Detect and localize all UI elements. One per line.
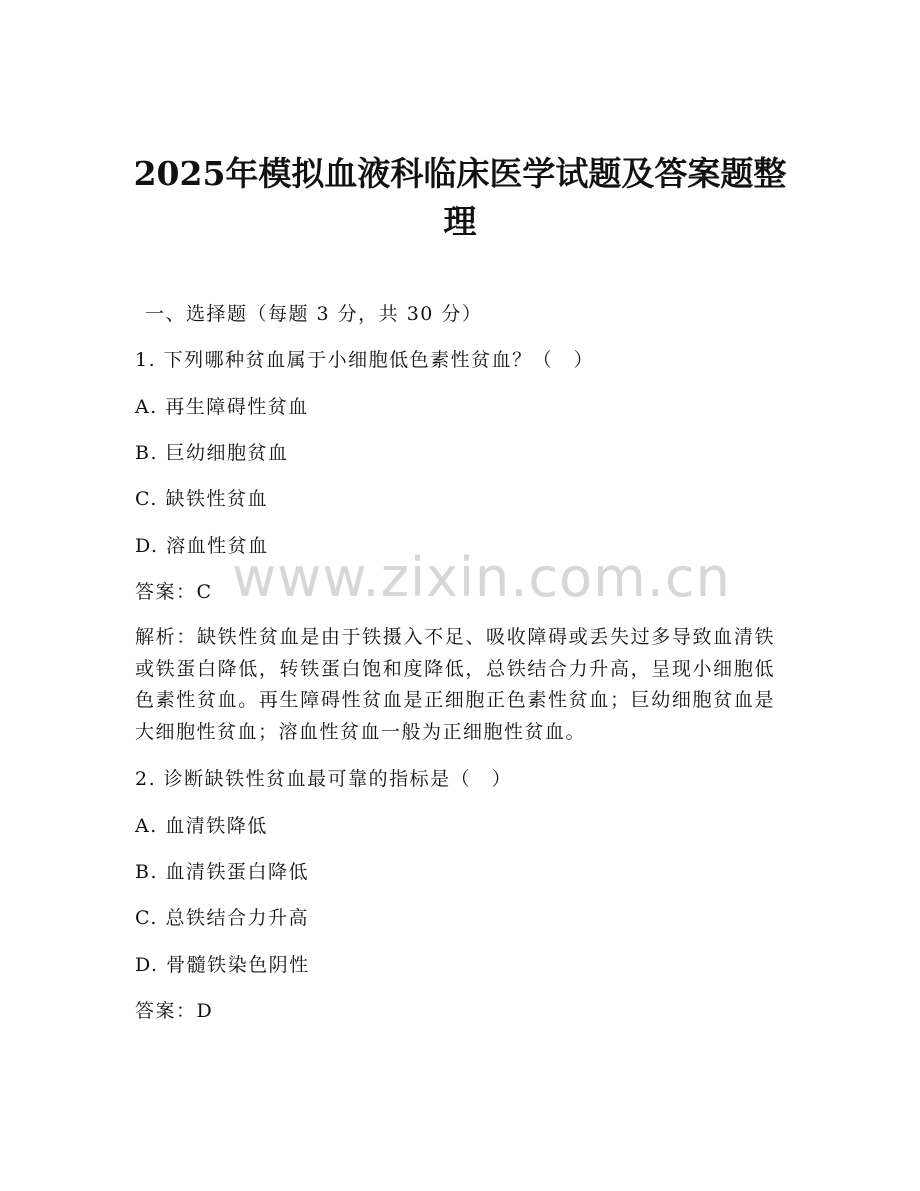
question-1-stem: 1. 下列哪种贫血属于小细胞低色素性贫血？（ ）	[135, 349, 595, 371]
question-1-explanation: 解析：缺铁性贫血是由于铁摄入不足、吸收障碍或丢失过多导致血清铁或铁蛋白降低，转铁蛋白饱和度降低，总铁结合力升高，呈现小细胞低色素性贫血。再生障碍性贫血是正细胞正色素性贫血；巨幼细胞贫血是大细胞性贫血；溶血性贫血一般为正细胞性贫血。	[135, 626, 775, 743]
question-2-option-c: C. 总铁结合力升高	[135, 907, 309, 929]
question-2-option-a: A. 血清铁降低	[135, 815, 268, 837]
question-2-answer: 答案：D	[135, 1000, 214, 1022]
question-2-stem: 2. 诊断缺铁性贫血最可靠的指标是（ ）	[135, 768, 513, 790]
section-heading: 一、选择题（每题 3 分，共 30 分）	[145, 303, 483, 325]
question-1-option-d: D. 溶血性贫血	[135, 535, 269, 557]
question-2-option-b: B. 血清铁蛋白降低	[135, 861, 310, 883]
question-1-answer: 答案：C	[135, 581, 213, 603]
question-2-option-d: D. 骨髓铁染色阴性	[135, 954, 310, 976]
question-1-option-b: B. 巨幼细胞贫血	[135, 442, 289, 464]
document-title: 2025年模拟血液科临床医学试题及答案题整理	[133, 154, 787, 241]
watermark: www.zixin.com.cn	[232, 546, 731, 609]
question-1-option-a: A. 再生障碍性贫血	[135, 396, 309, 418]
question-1-option-c: C. 缺铁性贫血	[135, 488, 268, 510]
